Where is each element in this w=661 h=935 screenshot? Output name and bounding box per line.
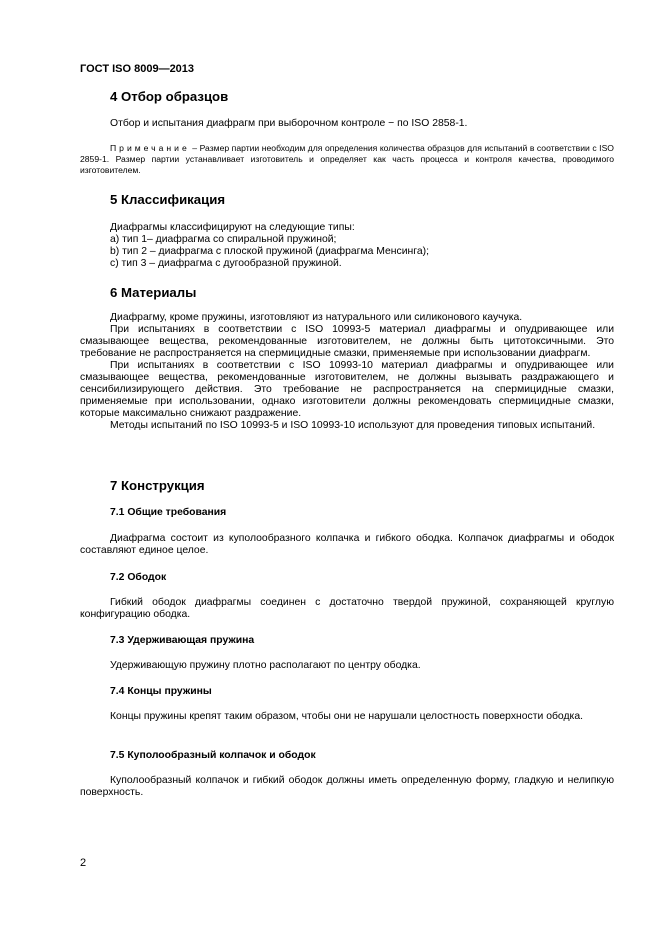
subsection-7-1: [80, 506, 614, 519]
section-5: [80, 192, 614, 208]
subsection-7-3-body: [80, 660, 614, 672]
section-6: [80, 285, 614, 301]
section-6-paragraph: При испытаниях в соответствии с ISO 10993-10 материал диафрагмы и опудривающее или смазывающее вещества, рекомендованные изготовителем, не должны вызывать раздражающего и сенсибилизирующего действия. Это требование не распространяется на спермицидные смазки, применяемые при использовании, однако изготовители должны рекомендовать спермицидные смазки, которые максимально снижают раздражение.: [80, 360, 614, 419]
subsection-7-3-text: Удерживающую пружину плотно располагают по центру ободка.: [110, 660, 421, 671]
section-6-heading: 6 Материалы: [110, 285, 197, 300]
subsection-7-5: [80, 749, 614, 762]
section-6-paragraph: Методы испытаний по ISO 10993-5 и ISO 10993-10 используют для проведения типовых испытаний.: [110, 420, 596, 431]
subsection-7-2-text: Гибкий ободок диафрагмы соединен с достаточно твердой пружиной, сохраняющей круглую конфигурацию ободка.: [80, 597, 614, 620]
subsection-7-1-text: Диафрагма состоит из куполообразного колпачка и гибкого ободка. Колпачок диафрагмы и ободок составляют единое целое.: [80, 533, 614, 556]
subsection-7-3-heading: 7.3 Удерживающая пружина: [110, 635, 255, 646]
section-5-intro: Диафрагмы классифицируют на следующие типы:: [110, 222, 355, 233]
section-4: [80, 89, 614, 105]
classification-item: а) тип 1– диафрагма со спиральной пружиной;: [110, 234, 337, 245]
note-label: Примечание: [110, 143, 190, 153]
subsection-7-1-heading: 7.1 Общие требования: [110, 507, 227, 518]
subsection-7-4-text: Концы пружины крепят таким образом, чтобы они не нарушали целостность поверхности ободка.: [110, 711, 583, 722]
subsection-7-2-body: [80, 597, 614, 621]
document-header: ГОСТ ISO 8009—2013: [80, 63, 195, 75]
section-7-heading: 7 Конструкция: [110, 478, 205, 493]
subsection-7-4: [80, 685, 614, 698]
section-4-note: [80, 143, 614, 176]
subsection-7-4-body: [80, 711, 614, 723]
classification-item: с) тип 3 – диафрагма с дугообразной пружиной.: [110, 258, 342, 269]
section-5-heading: 5 Классификация: [110, 192, 226, 207]
section-4-text: Отбор и испытания диафрагм при выборочном контроле − по ISO 2858-1.: [110, 118, 468, 129]
section-6-paragraph: Диафрагму, кроме пружины, изготовляют из натурального или силиконового каучука.: [110, 312, 523, 323]
subsection-7-5-text: Куполообразный колпачок и гибкий ободок должны иметь определенную форму, гладкую и нелипкую поверхность.: [80, 775, 614, 798]
subsection-7-2-heading: 7.2 Ободок: [110, 572, 167, 583]
subsection-7-1-body: [80, 533, 614, 557]
subsection-7-5-body: [80, 775, 614, 799]
subsection-7-2: [80, 571, 614, 584]
section-4-body: [80, 118, 614, 130]
subsection-7-5-heading: 7.5 Куполообразный колпачок и ободок: [110, 750, 316, 761]
note-paragraph: [80, 143, 614, 176]
section-6-body: [80, 312, 614, 432]
section-4-heading: 4 Отбор образцов: [110, 89, 229, 104]
classification-item: b) тип 2 – диафрагма с плоской пружиной (диафрагма Менсинга);: [110, 246, 429, 257]
note-text: – Размер партии необходим для определения количества образцов для испытаний в соответствии с ISO 2859-1. Размер партии устанавливает изготовитель и определяет как часть процесса и контроля качества, проводимого изготовителем.: [80, 143, 614, 175]
section-5-body: [80, 222, 614, 270]
page-number: 2: [80, 857, 87, 869]
section-7: [80, 478, 614, 494]
subsection-7-4-heading: 7.4 Концы пружины: [110, 686, 212, 697]
subsection-7-3: [80, 634, 614, 647]
section-6-paragraph: При испытаниях в соответствии с ISO 10993-5 материал диафрагмы и опудривающее или смазывающее вещества, рекомендованные изготовителем, не должны быть цитотоксичными. Это требование не распространяется на спермицидные смазки, применяемые при использовании диафрагм.: [80, 324, 614, 359]
